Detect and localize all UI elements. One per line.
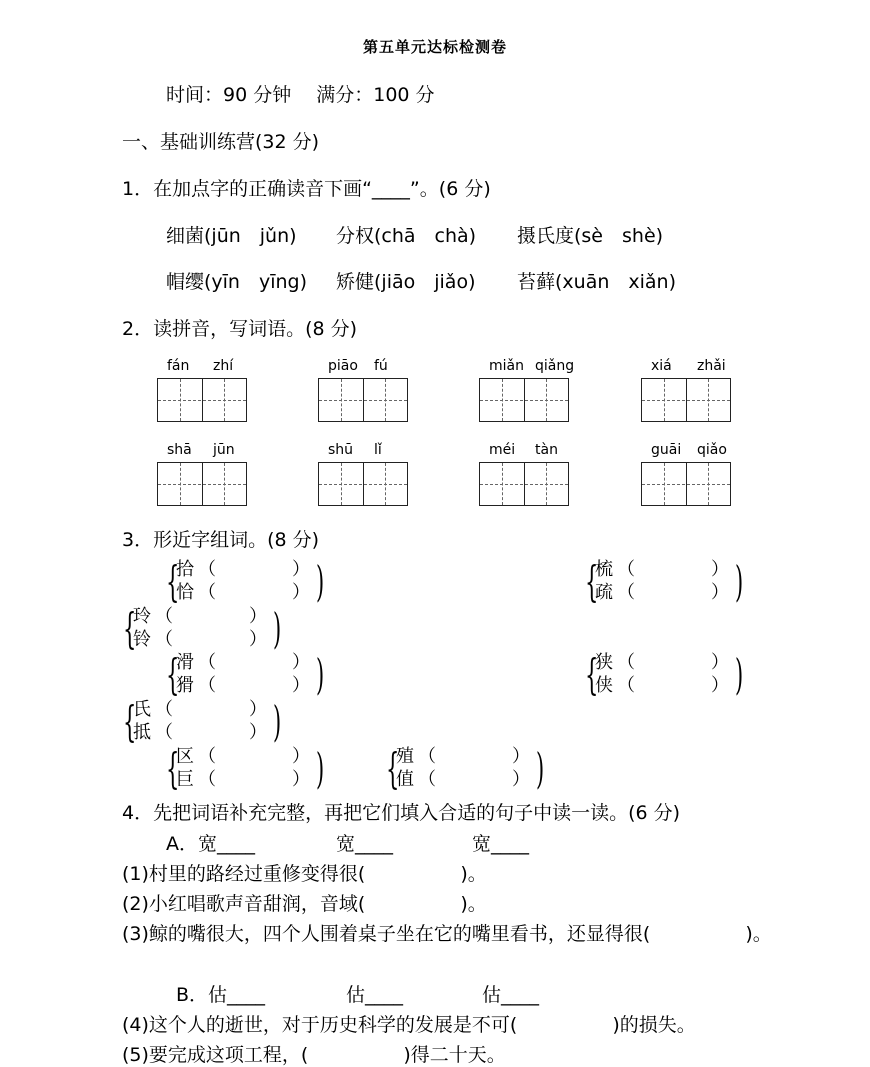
character: 玲 [133,606,151,627]
answer-paren-close: ） [711,582,729,603]
pinyin-label: fán [167,358,190,374]
answer-paren-close: ） [512,746,530,767]
writing-grid-box[interactable] [479,378,569,422]
writing-grid-box[interactable] [318,378,408,422]
question-3-prompt: 3．形近字组词。(8 分) [122,529,320,551]
pinyin-label: shū [328,442,354,458]
right-brace: ) [735,650,744,699]
pinyin-label: zhí [213,358,234,374]
answer-paren-close: ） [292,769,310,790]
answer-paren-close: ） [711,559,729,580]
similar-char-pair [166,744,325,793]
q1-option: 摄氏度(sè shè) [517,225,664,247]
pinyin-label: qiǎng [535,358,575,374]
q1-option: 矫健(jiāo jiǎo) [336,271,476,293]
writing-grid-box[interactable] [641,378,731,422]
character: 拾 [176,559,194,580]
answer-paren-close: ） [292,675,310,696]
character: 区 [176,746,194,767]
answer-paren-close: ） [249,722,267,743]
right-brace: ) [273,604,282,653]
left-brace: { [166,744,180,793]
pinyin-label: lǐ [374,442,382,458]
writing-grid-box[interactable] [479,462,569,506]
similar-char-pair [386,744,545,793]
answer-paren-close: ） [292,582,310,603]
answer-paren-open[interactable]: （ [198,769,216,790]
left-brace: { [585,650,599,699]
page-title: 第五单元达标检测卷 [362,38,507,56]
q4-sentence-2: (2)小红唱歌声音甜润，音域( )。 [122,893,487,915]
q4-a-word-2[interactable]: 宽____ [336,833,394,855]
character: 恰 [176,582,194,603]
answer-paren-open[interactable]: （ [418,746,436,767]
answer-paren-open[interactable]: （ [198,675,216,696]
character: 猾 [176,675,194,696]
writing-grid-box[interactable] [157,462,247,506]
character: 侠 [595,675,613,696]
question-2-prompt: 2．读拼音，写词语。(8 分) [122,318,358,340]
q4-sentence-5: (5)要完成这项工程，( )得二十天。 [122,1044,506,1066]
answer-paren-open[interactable]: （ [198,746,216,767]
answer-paren-close: ） [292,746,310,767]
answer-paren-close: ） [711,675,729,696]
character: 氏 [133,699,151,720]
q1-option: 细菌(jūn jǔn) [166,225,297,247]
right-brace: ) [273,697,282,746]
answer-paren-close: ） [711,652,729,673]
character: 滑 [176,652,194,673]
answer-paren-close: ） [292,652,310,673]
answer-paren-open[interactable]: （ [617,582,635,603]
right-brace: ) [536,744,545,793]
character: 巨 [176,769,194,790]
answer-paren-close: ） [249,629,267,650]
q1-option: 帽缨(yīn yīng) [166,271,308,293]
q4-b-word-2[interactable]: 估____ [346,984,404,1006]
pinyin-label: fú [374,358,388,374]
character: 狭 [595,652,613,673]
answer-paren-open[interactable]: （ [418,769,436,790]
character: 疏 [595,582,613,603]
q4-a-word-1[interactable]: A．宽____ [166,833,255,855]
writing-grid-box[interactable] [318,462,408,506]
q4-b-word-3[interactable]: 估____ [482,984,540,1006]
q4-sentence-4: (4)这个人的逝世，对于历史科学的发展是不可( )的损失。 [122,1014,696,1036]
character: 铃 [133,629,151,650]
answer-paren-close: ） [249,699,267,720]
answer-paren-open[interactable]: （ [198,559,216,580]
character: 值 [396,769,414,790]
similar-char-pair [585,557,744,606]
answer-paren-close: ） [292,559,310,580]
q4-sentence-3: (3)鲸的嘴很大，四个人围着桌子坐在它的嘴里看书，还显得很( )。 [122,923,772,945]
pinyin-label: shā [167,442,192,458]
left-brace: { [166,650,180,699]
pinyin-label: tàn [535,442,558,458]
right-brace: ) [316,744,325,793]
pinyin-label: qiǎo [697,442,727,458]
character: 抵 [133,722,151,743]
pinyin-label: piāo [328,358,358,374]
pinyin-label: jūn [213,442,235,458]
character: 梳 [595,559,613,580]
answer-paren-open[interactable]: （ [198,652,216,673]
q1-option: 分权(chā chà) [336,225,477,247]
question-1-prompt: 1．在加点字的正确读音下画“____”。(6 分) [122,178,491,200]
similar-char-pair [123,604,282,653]
pinyin-label: guāi [651,442,682,458]
answer-paren-open[interactable]: （ [155,629,173,650]
similar-char-pair [585,650,744,699]
q4-a-word-3[interactable]: 宽____ [472,833,530,855]
right-brace: ) [735,557,744,606]
left-brace: { [386,744,400,793]
similar-char-pair [123,697,282,746]
pinyin-label: xiá [651,358,672,374]
pinyin-label: miǎn [489,358,524,374]
q4-sentence-1: (1)村里的路经过重修变得很( )。 [122,863,487,885]
answer-paren-open[interactable]: （ [617,652,635,673]
similar-char-pair [166,650,325,699]
left-brace: { [123,697,137,746]
answer-paren-open[interactable]: （ [155,722,173,743]
answer-paren-open[interactable]: （ [617,675,635,696]
question-4-prompt: 4．先把词语补充完整，再把它们填入合适的句子中读一读。(6 分) [122,802,681,824]
right-brace: ) [316,650,325,699]
answer-paren-open[interactable]: （ [155,606,173,627]
answer-paren-close: ） [249,606,267,627]
answer-paren-open[interactable]: （ [155,699,173,720]
exam-info: 时间：90 分钟 满分：100 分 [166,84,435,106]
answer-paren-close: ） [512,769,530,790]
writing-grid-box[interactable] [641,462,731,506]
pinyin-label: méi [489,442,516,458]
left-brace: { [166,557,180,606]
right-brace: ) [316,557,325,606]
character: 殖 [396,746,414,767]
answer-paren-open[interactable]: （ [198,582,216,603]
q1-option: 苔藓(xuān xiǎn) [517,271,677,293]
q4-b-word-1[interactable]: B．估____ [176,984,266,1006]
similar-char-pair [166,557,325,606]
section-heading-1: 一、基础训练营(32 分) [122,131,320,153]
left-brace: { [585,557,599,606]
pinyin-label: zhǎi [697,358,726,374]
left-brace: { [123,604,137,653]
answer-paren-open[interactable]: （ [617,559,635,580]
writing-grid-box[interactable] [157,378,247,422]
